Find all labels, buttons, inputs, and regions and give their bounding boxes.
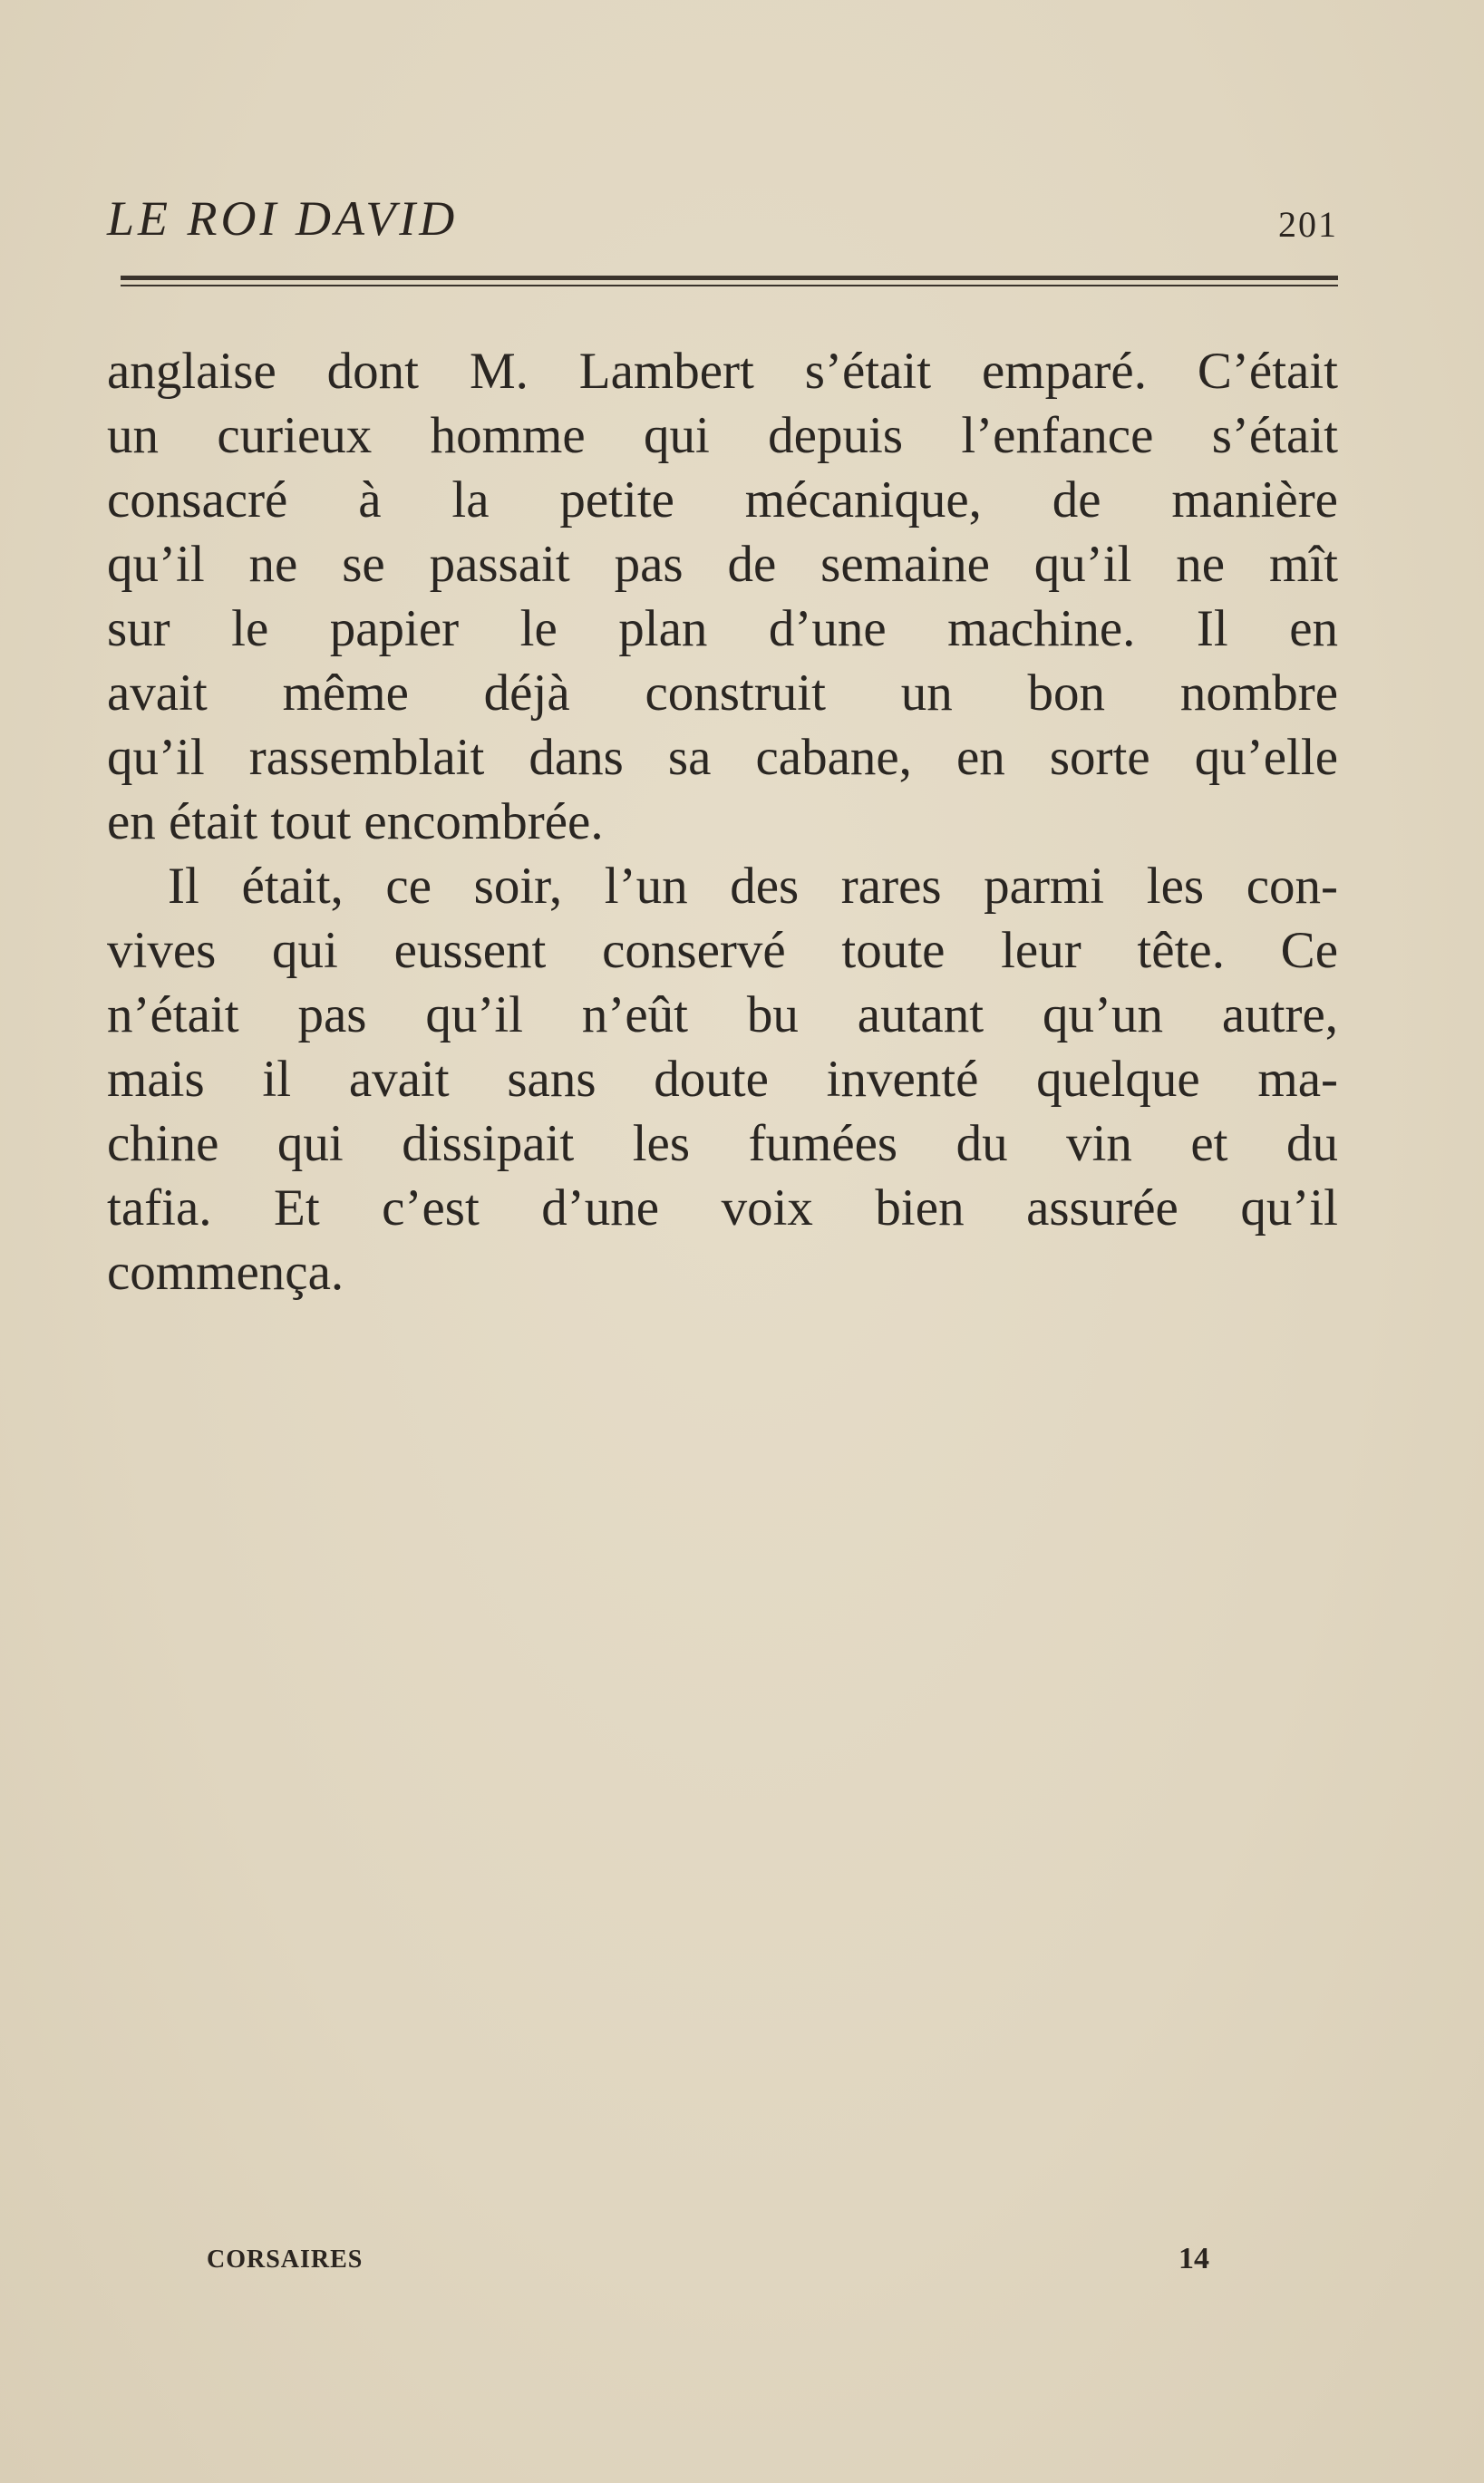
page-number: 201: [1278, 204, 1338, 245]
text-line: vives qui eussent conservé toute leur tête. Ce: [107, 922, 1338, 979]
page-header: [107, 190, 1338, 254]
text-line: en était tout encombrée.: [107, 793, 604, 850]
text-line: qu’il ne se passait pas de semaine qu’il ne mît: [107, 536, 1338, 593]
text-line: avait même déjà construit un bon nombre: [107, 664, 1338, 722]
signature-number: 14: [1178, 2242, 1209, 2275]
text-line: consacré à la petite mécanique, de manière: [107, 471, 1338, 529]
text-line: Il était, ce soir, l’un des rares parmi les con-: [168, 858, 1338, 915]
text-line: n’était pas qu’il n’eût bu autant qu’un autre,: [107, 986, 1338, 1043]
running-title: LE ROI DAVID: [107, 191, 459, 246]
text-line: chine qui dissipait les fumées du vin et du: [107, 1115, 1338, 1172]
text-line: qu’il rassemblait dans sa cabane, en sorte qu’elle: [107, 729, 1338, 786]
text-line: mais il avait sans doute inventé quelque ma-: [107, 1051, 1338, 1108]
text-line: commença.: [107, 1244, 344, 1301]
text-line: tafia. Et c’est d’une voix bien assurée qu’il: [107, 1179, 1338, 1237]
body-text: [107, 339, 1338, 1305]
signature-mark: CORSAIRES: [207, 2245, 364, 2274]
header-rule-thick: [121, 276, 1338, 280]
text-line: anglaise dont M. Lambert s’était emparé. C’était: [107, 343, 1338, 400]
header-rule-thin: [121, 285, 1338, 286]
text-line: sur le papier le plan d’une machine. Il en: [107, 600, 1338, 657]
paragraph-2: [107, 854, 1338, 1305]
text-line: un curieux homme qui depuis l’enfance s’était: [107, 407, 1338, 464]
paragraph-1: [107, 339, 1338, 854]
